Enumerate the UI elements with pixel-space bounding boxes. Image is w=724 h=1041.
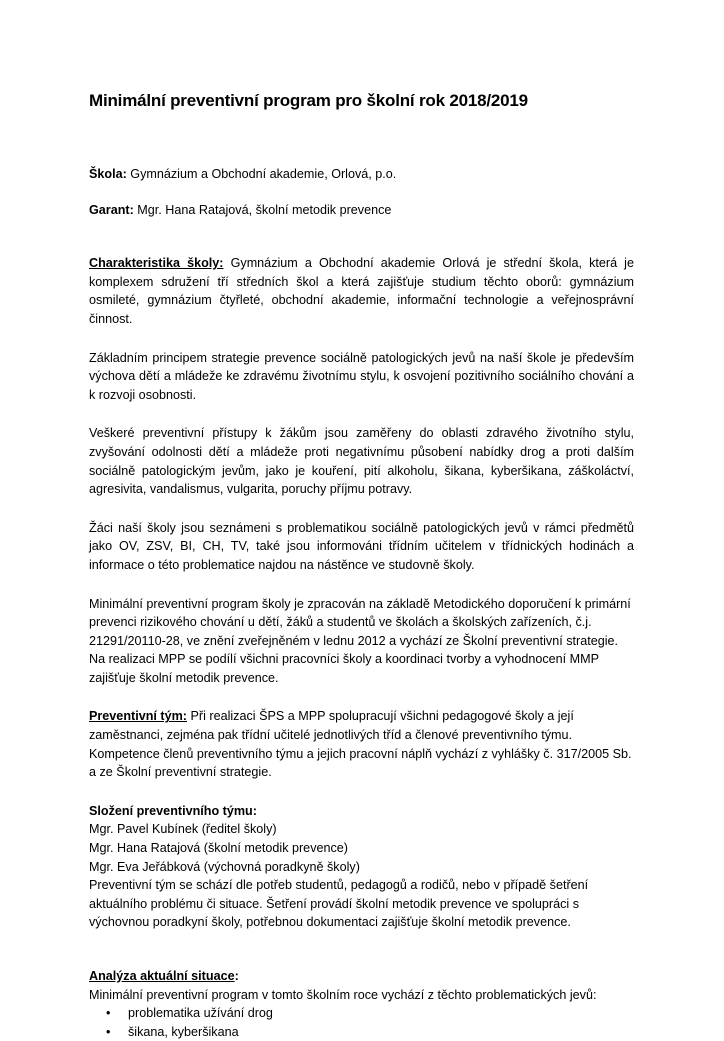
document-title: Minimální preventivní program pro školní rok 2018/2019 xyxy=(89,91,528,110)
team-heading: Preventivní tým: xyxy=(89,709,187,724)
team-meeting-paragraph: Preventivní tým se schází dle potřeb studentů, pedagogů a rodičů, nebo v případě šetření aktuálního problému či situace. Šetření provádí školní metodik prevence ve spolupráci s výchovnou poradkyní školy, potřebnou dokumentaci zajišťuje školní metodik prevence. xyxy=(89,878,589,930)
realization-paragraph: Na realizaci MPP se podílí všichni pracovníci školy a koordinaci tvorby a vyhodnocení MMP zajišťuje školní metodik prevence. xyxy=(89,652,599,685)
school-label: Škola: xyxy=(89,167,127,181)
garant-label: Garant: xyxy=(89,202,134,217)
problem-list xyxy=(89,1004,634,1041)
bullet-icon: • xyxy=(106,1024,111,1039)
bullet-icon: • xyxy=(106,1006,111,1021)
team-member: Mgr. Eva Jeřábková (výchovná poradkyně školy) xyxy=(89,859,360,874)
team-competence: Kompetence členů preventivního týmu a jejich pracovní náplň vychází z vyhlášky č. 317/2005 Sb. a ze Školní preventivní strategie. xyxy=(89,746,632,780)
basis-paragraph: Minimální preventivní program školy je zpracován na základě Metodického doporučení k primární prevenci rizikového chování u dětí, žáků a studentů ve školách a školských zařízeních, č.j. 21291/20110-28, ve znění zveřejněném v lednu 2012 a vychází ze Školní preventivní strategie. xyxy=(89,596,631,648)
team-member: Mgr. Pavel Kubínek (ředitel školy) xyxy=(89,822,277,837)
principle-paragraph: Základním principem strategie prevence sociálně patologických jevů na naší škole je především výchova dětí a mládeže ke zdravému životnímu stylu, k osvojení pozitivního sociálního chování a k rozvoji osobnosti. xyxy=(89,350,634,402)
document-body xyxy=(89,90,634,1041)
students-paragraph: Žáci naší školy jsou seznámeni s problematikou sociálně patologických jevů v rámci předmětů jako OV, ZSV, BI, CH, TV, také jsou informováni třídním učitelem v třídnických hodinách a informace o této problematice najdou na nástěnce ve studovně školy. xyxy=(89,520,634,572)
garant-value: Mgr. Hana Ratajová, školní metodik prevence xyxy=(133,202,392,217)
list-item xyxy=(89,1023,634,1041)
school-characteristics xyxy=(89,254,634,328)
team-text: Při realizaci ŠPS a MPP spolupracují všichni pedagogové školy a její zaměstnanci, zejména pak třídní učitelé jednotlivých tříd a členové preventivního týmu. xyxy=(89,709,574,743)
characteristics-heading: Charakteristika školy: xyxy=(89,256,224,271)
analysis-intro: Minimální preventivní program v tomto školním roce vychází z těchto problematických jevů: xyxy=(89,987,597,1002)
school-value: Gymnázium a Obchodní akademie, Orlová, p.o. xyxy=(126,167,397,181)
team-paragraph xyxy=(89,707,634,744)
list-item-text: šikana, kyberšikana xyxy=(128,1024,239,1039)
team-member: Mgr. Hana Ratajová (školní metodik prevence) xyxy=(89,841,348,856)
composition-heading: Složení preventivního týmu: xyxy=(89,803,257,818)
analysis-heading-line xyxy=(89,967,634,986)
analysis-colon: : xyxy=(234,969,239,983)
garant-line xyxy=(89,201,634,220)
list-item xyxy=(89,1004,634,1023)
school-line xyxy=(89,165,634,184)
characteristics-text: Gymnázium a Obchodní akademie Orlová je střední škola, která je komplexem sdružení tří středních škol a která zajišťuje studium těchto oborů: gymnázium osmileté, gymnázium čtyřleté, obchodní akademie, informační technologie a veřejnosprávní činnost. xyxy=(89,256,634,326)
approaches-paragraph: Veškeré preventivní přístupy k žákům jsou zaměřeny do oblasti zdravého životního stylu, zvyšování odolnosti dětí a mládeže proti negativnímu působení nabídky drog a proti dalším sociálně patologickým jevům, jako je kouření, pití alkoholu, šikana, kyberšikana, záškoláctví, agresivita, vandalismus, vulgarita, poruchy příjmu potravy. xyxy=(89,426,634,497)
analysis-heading: Analýza aktuální situace xyxy=(89,969,235,983)
list-item-text: problematika užívání drog xyxy=(128,1006,273,1021)
